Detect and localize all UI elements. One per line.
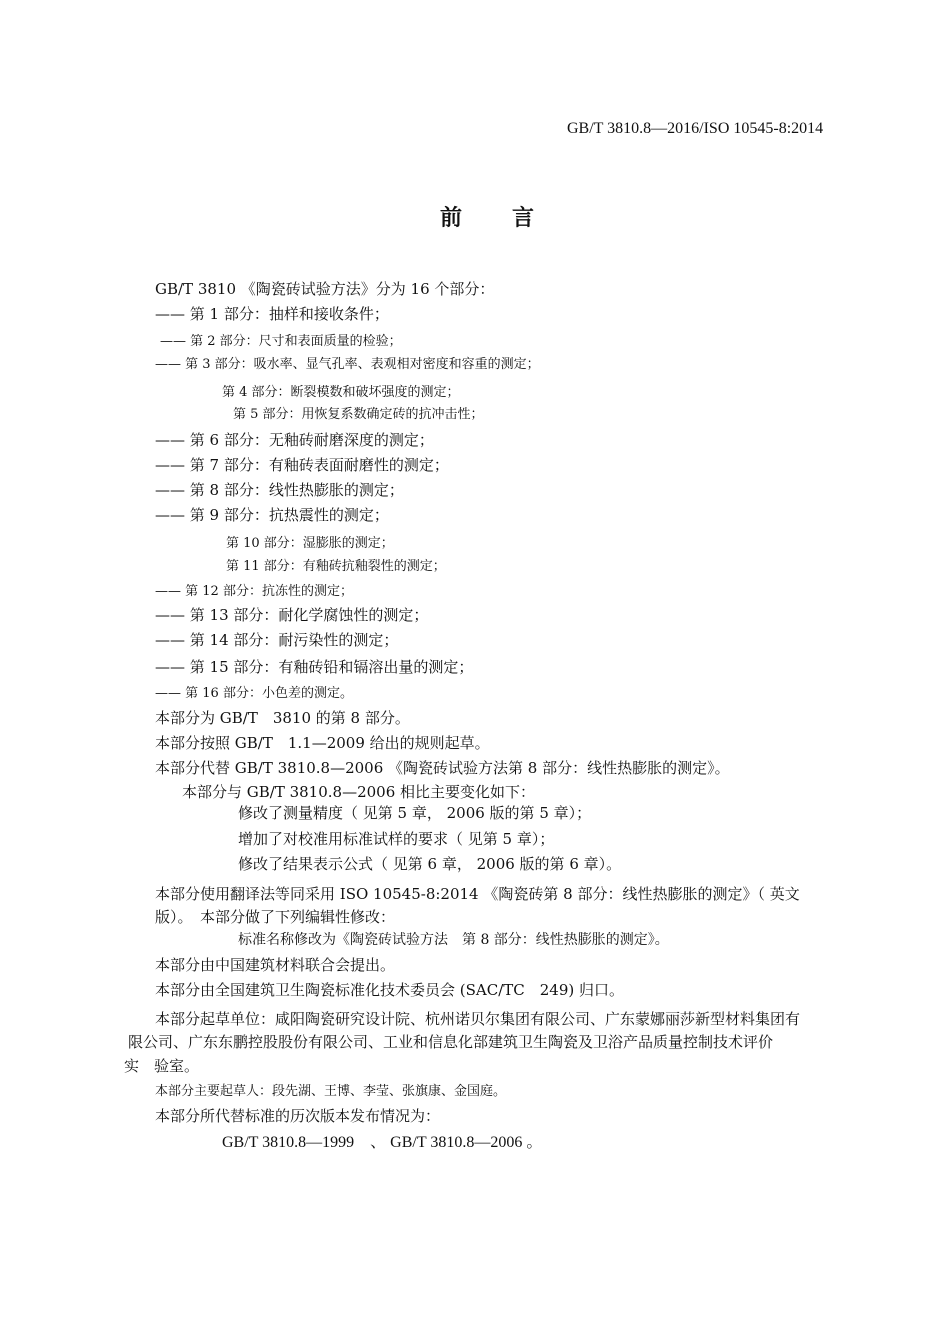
part-14: —— 第 14 部分：耐污染性的测定；: [155, 631, 399, 649]
part-13: —— 第 13 部分：耐化学腐蚀性的测定；: [155, 606, 429, 624]
part-7: —— 第 7 部分：有釉砖表面耐磨性的测定；: [155, 456, 449, 474]
part-9: —— 第 9 部分：抗热震性的测定；: [155, 506, 389, 524]
paragraph-proposed-by: 本部分由中国建筑材料联合会提出。: [155, 956, 396, 974]
part-16: —— 第 16 部分：小色差的测定。: [155, 686, 353, 701]
paragraph-translation-line-2: 版）。 本部分做了下列编辑性修改：: [155, 908, 396, 926]
part-6: —— 第 6 部分：无釉砖耐磨深度的测定；: [155, 431, 434, 449]
paragraph-part-number: 本部分为 GB/T 3810 的第 8 部分。: [155, 709, 410, 727]
title-char-2: 言: [512, 205, 536, 231]
part-3: —— 第 3 部分：吸水率、显气孔率、表观相对密度和容重的测定；: [155, 357, 540, 372]
paragraph-drafting-units-line-1: 本部分起草单位：咸阳陶瓷研究设计院、杭州诺贝尔集团有限公司、广东蒙娜丽莎新型材料集团有: [155, 1010, 801, 1028]
part-10: 第 10 部分：湿膨胀的测定；: [226, 536, 394, 551]
part-8: —— 第 8 部分：线性热膨胀的测定；: [155, 481, 404, 499]
paragraph-drafting-units-line-2: 限公司、广东东鹏控股股份有限公司、工业和信息化部建筑卫生陶瓷及卫浴产品质量控制技术评价: [128, 1033, 774, 1051]
part-11: 第 11 部分：有釉砖抗釉裂性的测定；: [226, 559, 446, 574]
part-15: —— 第 15 部分：有釉砖铅和镉溶出量的测定；: [155, 658, 474, 676]
paragraph-drafting-rules: 本部分按照 GB/T 1.1—2009 给出的规则起草。: [155, 734, 490, 752]
paragraph-drafters: 本部分主要起草人：段先湖、王博、李莹、张旗康、金国庭。: [155, 1084, 507, 1099]
paragraph-editorial-change: 标准名称修改为《陶瓷砖试验方法 第 8 部分：线性热膨胀的测定》。: [238, 932, 669, 948]
part-4: 第 4 部分：断裂模数和破坏强度的测定；: [222, 385, 460, 400]
paragraph-changes-intro: 本部分与 GB/T 3810.8—2006 相比主要变化如下：: [182, 783, 536, 801]
change-item-1: 修改了测量精度（ 见第 5 章， 2006 版的第 5 章）；: [238, 804, 592, 822]
paragraph-replaces: 本部分代替 GB/T 3810.8—2006 《陶瓷砖试验方法第 8 部分：线性热膨胀的测定》。: [155, 759, 730, 777]
part-1: —— 第 1 部分：抽样和接收条件；: [155, 305, 389, 323]
change-item-2: 增加了对校准用标准试样的要求（ 见第 5 章）；: [238, 830, 555, 848]
paragraph-translation-line-1: 本部分使用翻译法等同采用 ISO 10545-8:2014 《陶瓷砖第 8 部分：线性热膨胀的测定》（ 英文: [155, 885, 800, 903]
paragraph-history-versions: GB/T 3810.8—1999 、 GB/T 3810.8—2006 。: [222, 1134, 543, 1151]
title-char-1: 前: [440, 205, 464, 231]
change-item-3: 修改了结果表示公式（ 见第 6 章， 2006 版的第 6 章）。: [238, 855, 622, 873]
standard-number: GB/T 3810.8—2016/ISO 10545-8:2014: [567, 120, 824, 137]
part-5: 第 5 部分：用恢复系数确定砖的抗冲击性；: [233, 407, 484, 422]
part-12: —— 第 12 部分：抗冻性的测定；: [155, 584, 353, 599]
paragraph-history: 本部分所代替标准的历次版本发布情况为：: [155, 1107, 441, 1125]
paragraph-drafting-units-line-3: 实 验室。: [124, 1057, 200, 1075]
paragraph-committee: 本部分由全国建筑卫生陶瓷标准化技术委员会 (SAC/TC 249) 归口。: [155, 981, 624, 999]
intro-line: GB/T 3810 《陶瓷砖试验方法》分为 16 个部分：: [155, 280, 495, 298]
part-2: —— 第 2 部分：尺寸和表面质量的检验；: [160, 334, 402, 349]
